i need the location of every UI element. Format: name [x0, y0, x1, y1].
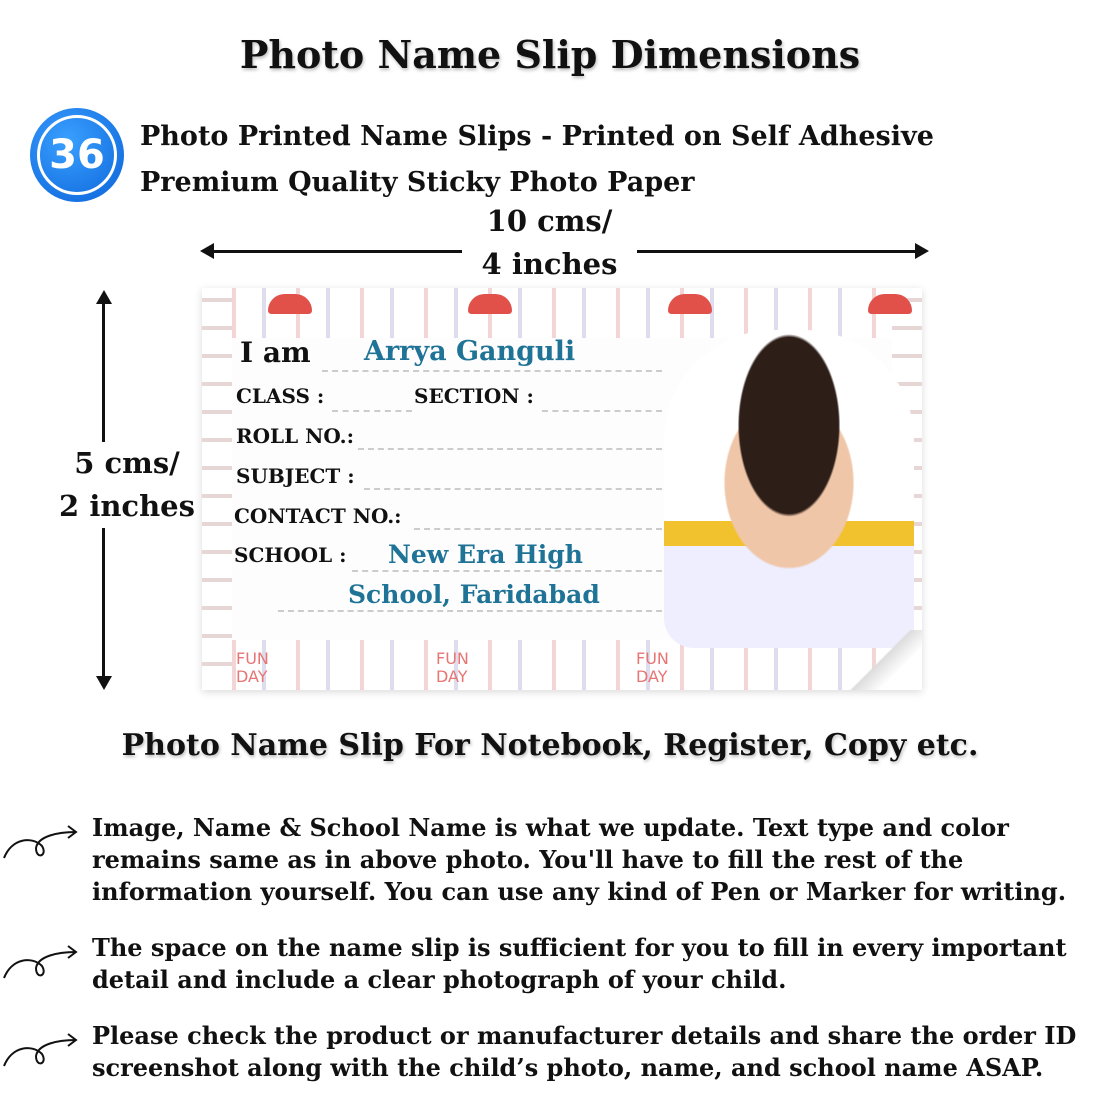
- class-line: [332, 410, 412, 412]
- arrow-left-icon: [200, 243, 214, 259]
- school-line: [352, 570, 662, 572]
- roll-label: ROLL NO.:: [236, 424, 355, 448]
- arrow-down-icon: [96, 676, 112, 690]
- name-line: [322, 370, 662, 372]
- cat-hat-icon: [868, 294, 912, 314]
- subject-line: [364, 488, 662, 490]
- curly-arrow-icon: [2, 1030, 80, 1070]
- badge-number: 36: [49, 132, 105, 178]
- school-line: [278, 610, 662, 612]
- arrow-up-icon: [96, 290, 112, 304]
- child-photo: [664, 330, 914, 648]
- note-3: Please check the product or manufacturer details and share the order ID screenshot along with the child’s photo, name, and school name ASAP.: [92, 1021, 1077, 1082]
- height-label: 5 cms/ 2 inches: [52, 442, 202, 528]
- section-line: [542, 410, 662, 412]
- section-label: SECTION :: [414, 384, 534, 408]
- cat-hat-icon: [468, 294, 512, 314]
- contact-label: CONTACT NO.:: [234, 504, 402, 528]
- roll-line: [358, 448, 662, 450]
- subject-label: SUBJECT :: [236, 464, 355, 488]
- fun-day-text: FUN DAY: [636, 649, 669, 686]
- fun-day-text: FUN DAY: [236, 649, 269, 686]
- subtitle: Photo Printed Name Slips - Printed on Self Adhesive Premium Quality Sticky Photo Paper: [140, 121, 934, 198]
- width-label: 10 cms/ 4 inches: [462, 200, 637, 286]
- arrow-right-icon: [915, 243, 929, 259]
- left-pattern: [202, 288, 232, 690]
- school-name-line1: New Era High: [388, 540, 583, 569]
- cat-hat-icon: [268, 294, 312, 314]
- note-1: Image, Name & School Name is what we update. Text type and color remains same as in above photo. You'll have to fill the rest of the information yourself. You can use any kind of Pen or Marker for writing.: [92, 813, 1067, 906]
- fun-day-text: FUN DAY: [436, 649, 469, 686]
- i-am-label: I am: [240, 336, 311, 369]
- curly-arrow-icon: [2, 942, 80, 982]
- peel-corner: [842, 630, 922, 690]
- contact-line: [414, 528, 662, 530]
- note-2: The space on the name slip is sufficient for you to fill in every important detail and include a clear photograph of your child.: [92, 933, 1067, 994]
- count-badge: [30, 108, 124, 202]
- curly-arrow-icon: [2, 822, 80, 862]
- school-label: SCHOOL :: [234, 543, 347, 567]
- child-name: Arrya Ganguli: [364, 336, 576, 367]
- caption: Photo Name Slip For Notebook, Register, Copy etc.: [121, 728, 979, 763]
- name-slip: [202, 288, 922, 690]
- class-label: CLASS :: [236, 384, 325, 408]
- cat-hat-icon: [668, 294, 712, 314]
- page-title: Photo Name Slip Dimensions: [239, 32, 861, 77]
- school-name-line2: School, Faridabad: [348, 580, 600, 609]
